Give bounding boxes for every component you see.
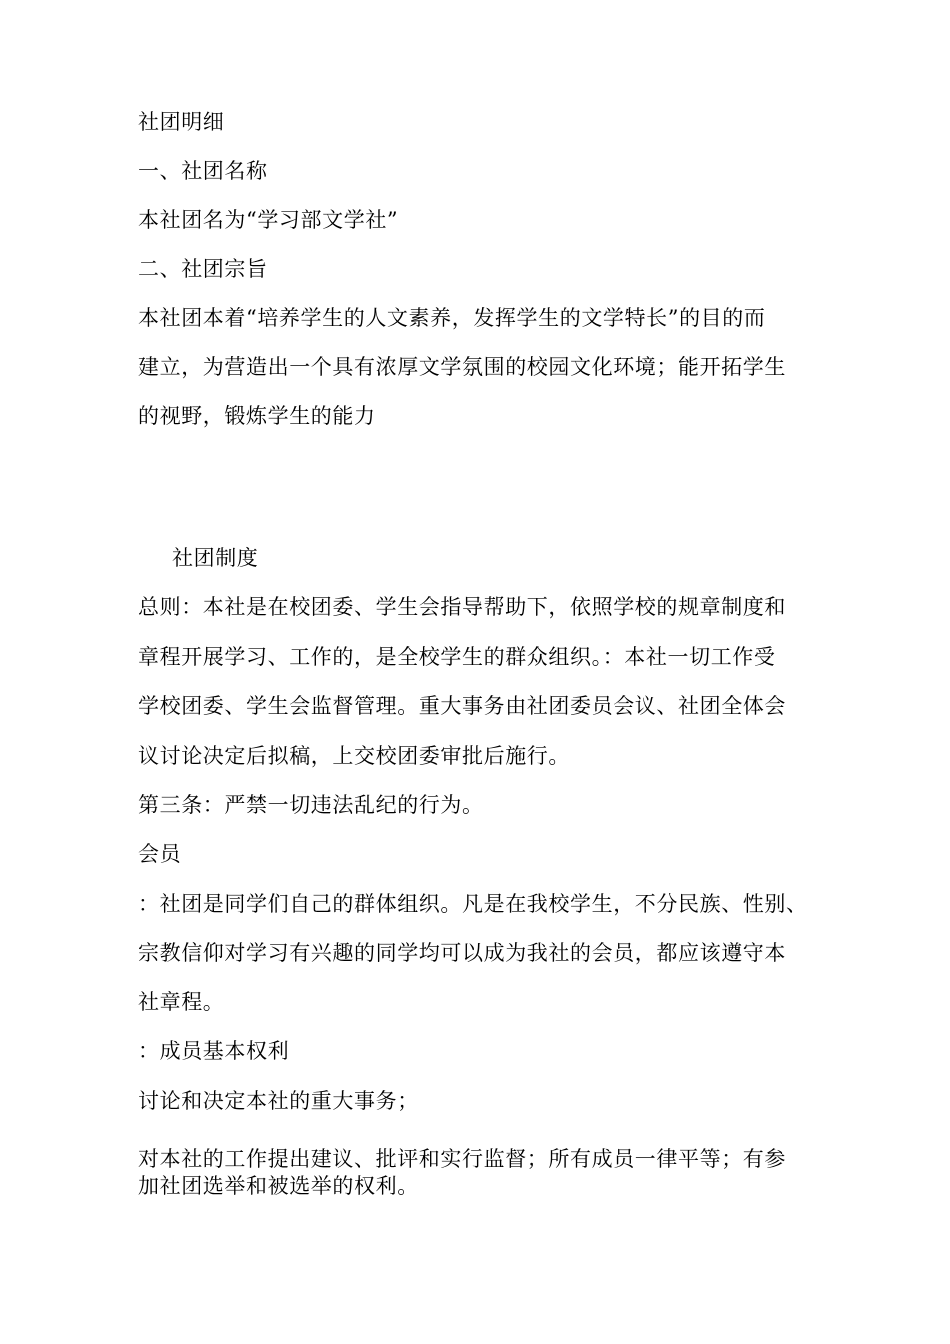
paragraph-line: 学校团委、学生会监督管理。重大事务由社团委员会议、社团全体会 — [138, 694, 786, 718]
paragraph-line: 总则：本社是在校团委、学生会指导帮助下，依照学校的规章制度和 — [138, 595, 786, 619]
paragraph-line: 社章程。 — [138, 990, 225, 1014]
section-heading-rules: 社团制度 — [172, 546, 259, 570]
paragraph-line: 第三条：严禁一切违法乱纪的行为。 — [138, 793, 484, 817]
paragraph-line: 本社团本着“培养学生的人文素养，发挥学生的文学特长”的目的而 — [138, 306, 766, 330]
section-heading-members: 会员 — [138, 842, 182, 866]
paragraph-line: 讨论和决定本社的重大事务； — [138, 1089, 419, 1113]
paragraph-line: 宗教信仰对学习有兴趣的同学均可以成为我社的会员，都应该遵守本 — [138, 941, 786, 965]
section-heading-purpose: 二、社团宗旨 — [138, 257, 268, 281]
paragraph-line: ：成员基本权利 — [138, 1039, 290, 1063]
paragraph-line: ：社团是同学们自己的群体组织。凡是在我校学生，不分民族、性别、 — [138, 892, 808, 916]
paragraph-line: 的视野，锻炼学生的能力 — [138, 404, 376, 428]
paragraph-line: 章程开展学习、工作的，是全校学生的群众组织。：本社一切工作受 — [138, 645, 776, 669]
paragraph-line: 对本社的工作提出建议、批评和实行监督；所有成员一律平等；有参 — [138, 1147, 786, 1171]
paragraph-line: 加社团选举和被选举的权利。 — [138, 1174, 419, 1198]
paragraph-line: 议讨论决定后拟稿，上交校团委审批后施行。 — [138, 744, 570, 768]
doc-title: 社团明细 — [138, 110, 225, 134]
section-heading-name: 一、社团名称 — [138, 159, 268, 183]
paragraph-line: 建立，为营造出一个具有浓厚文学氛围的校园文化环境；能开拓学生 — [138, 355, 786, 379]
paragraph-line: 本社团名为“学习部文学社” — [138, 208, 399, 232]
